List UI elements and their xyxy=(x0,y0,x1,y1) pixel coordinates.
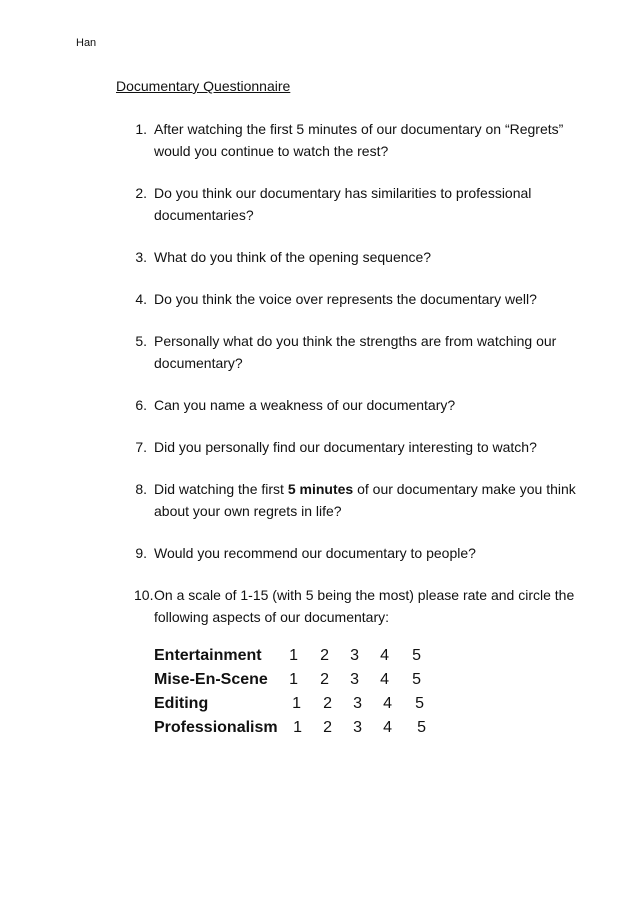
question-text: Personally what do you think the strengths are from watching our documentary? xyxy=(154,333,557,371)
rating-option-4[interactable]: 4 xyxy=(380,671,390,688)
rating-option-1[interactable]: 1 xyxy=(289,671,299,688)
rating-option-1[interactable]: 1 xyxy=(292,695,302,712)
question-number: 10. xyxy=(134,587,154,603)
question-8 xyxy=(116,478,586,522)
question-text: Did you personally find our documentary interesting to watch? xyxy=(154,439,537,455)
rating-option-2[interactable]: 2 xyxy=(323,695,333,712)
rating-row-editing xyxy=(154,692,434,716)
question-number: 4. xyxy=(135,291,147,307)
rating-option-2[interactable]: 2 xyxy=(323,719,333,736)
rating-option-1[interactable]: 1 xyxy=(293,719,303,736)
rating-option-5[interactable]: 5 xyxy=(412,671,422,688)
rating-row-entertainment xyxy=(154,644,434,668)
question-text-part: Did watching the first xyxy=(154,481,288,497)
question-4 xyxy=(116,288,586,310)
aspect-label: Editing xyxy=(154,695,209,712)
rating-row-mise-en-scene xyxy=(154,668,434,692)
question-7 xyxy=(116,436,586,458)
rating-option-3[interactable]: 3 xyxy=(350,671,360,688)
rating-option-4[interactable]: 4 xyxy=(383,719,393,736)
rating-option-4[interactable]: 4 xyxy=(380,647,390,664)
question-5 xyxy=(116,330,586,374)
rating-row-professionalism xyxy=(154,716,434,740)
rating-option-3[interactable]: 3 xyxy=(350,647,360,664)
question-number: 5. xyxy=(135,333,147,349)
question-text-part: of our documentary make you think about your own regrets in life? xyxy=(154,481,576,519)
question-number: 9. xyxy=(135,545,147,561)
question-text: After watching the first 5 minutes of our documentary on “Regrets” would you continue to watch the rest? xyxy=(154,121,564,159)
question-1 xyxy=(116,118,586,162)
question-6 xyxy=(116,394,586,416)
aspect-label: Mise-En-Scene xyxy=(154,671,268,688)
aspect-label: Entertainment xyxy=(154,647,262,664)
question-number: 6. xyxy=(135,397,147,413)
question-9 xyxy=(116,542,586,564)
rating-option-3[interactable]: 3 xyxy=(353,695,363,712)
question-text xyxy=(154,478,586,522)
question-text-emphasis: 5 minutes xyxy=(287,481,354,497)
question-text: Would you recommend our documentary to people? xyxy=(154,545,476,561)
rating-table xyxy=(154,644,434,740)
rating-option-5[interactable]: 5 xyxy=(415,695,425,712)
rating-option-2[interactable]: 2 xyxy=(320,671,330,688)
rating-option-2[interactable]: 2 xyxy=(320,647,330,664)
question-list xyxy=(116,118,586,648)
question-text: On a scale of 1-15 (with 5 being the most) please rate and circle the following aspects of our documentary: xyxy=(154,587,575,625)
question-number: 8. xyxy=(135,481,147,497)
rating-option-5[interactable]: 5 xyxy=(412,647,422,664)
question-3 xyxy=(116,246,586,268)
question-text: Do you think the voice over represents the documentary well? xyxy=(154,291,537,307)
rating-option-5[interactable]: 5 xyxy=(417,719,427,736)
question-number: 2. xyxy=(135,185,147,201)
question-text: Do you think our documentary has similarities to professional documentaries? xyxy=(154,185,532,223)
rating-option-1[interactable]: 1 xyxy=(289,647,299,664)
question-text: Can you name a weakness of our documentary? xyxy=(154,397,456,413)
question-10 xyxy=(116,584,586,628)
question-number: 3. xyxy=(135,249,147,265)
question-2 xyxy=(116,182,586,226)
rating-option-4[interactable]: 4 xyxy=(383,695,393,712)
question-number: 1. xyxy=(135,121,147,137)
aspect-label: Professionalism xyxy=(154,719,278,736)
question-text: What do you think of the opening sequence? xyxy=(154,249,432,265)
rating-option-3[interactable]: 3 xyxy=(353,719,363,736)
question-number: 7. xyxy=(135,439,147,455)
header-author: Han xyxy=(76,37,97,49)
document-title: Documentary Questionnaire xyxy=(116,78,291,94)
